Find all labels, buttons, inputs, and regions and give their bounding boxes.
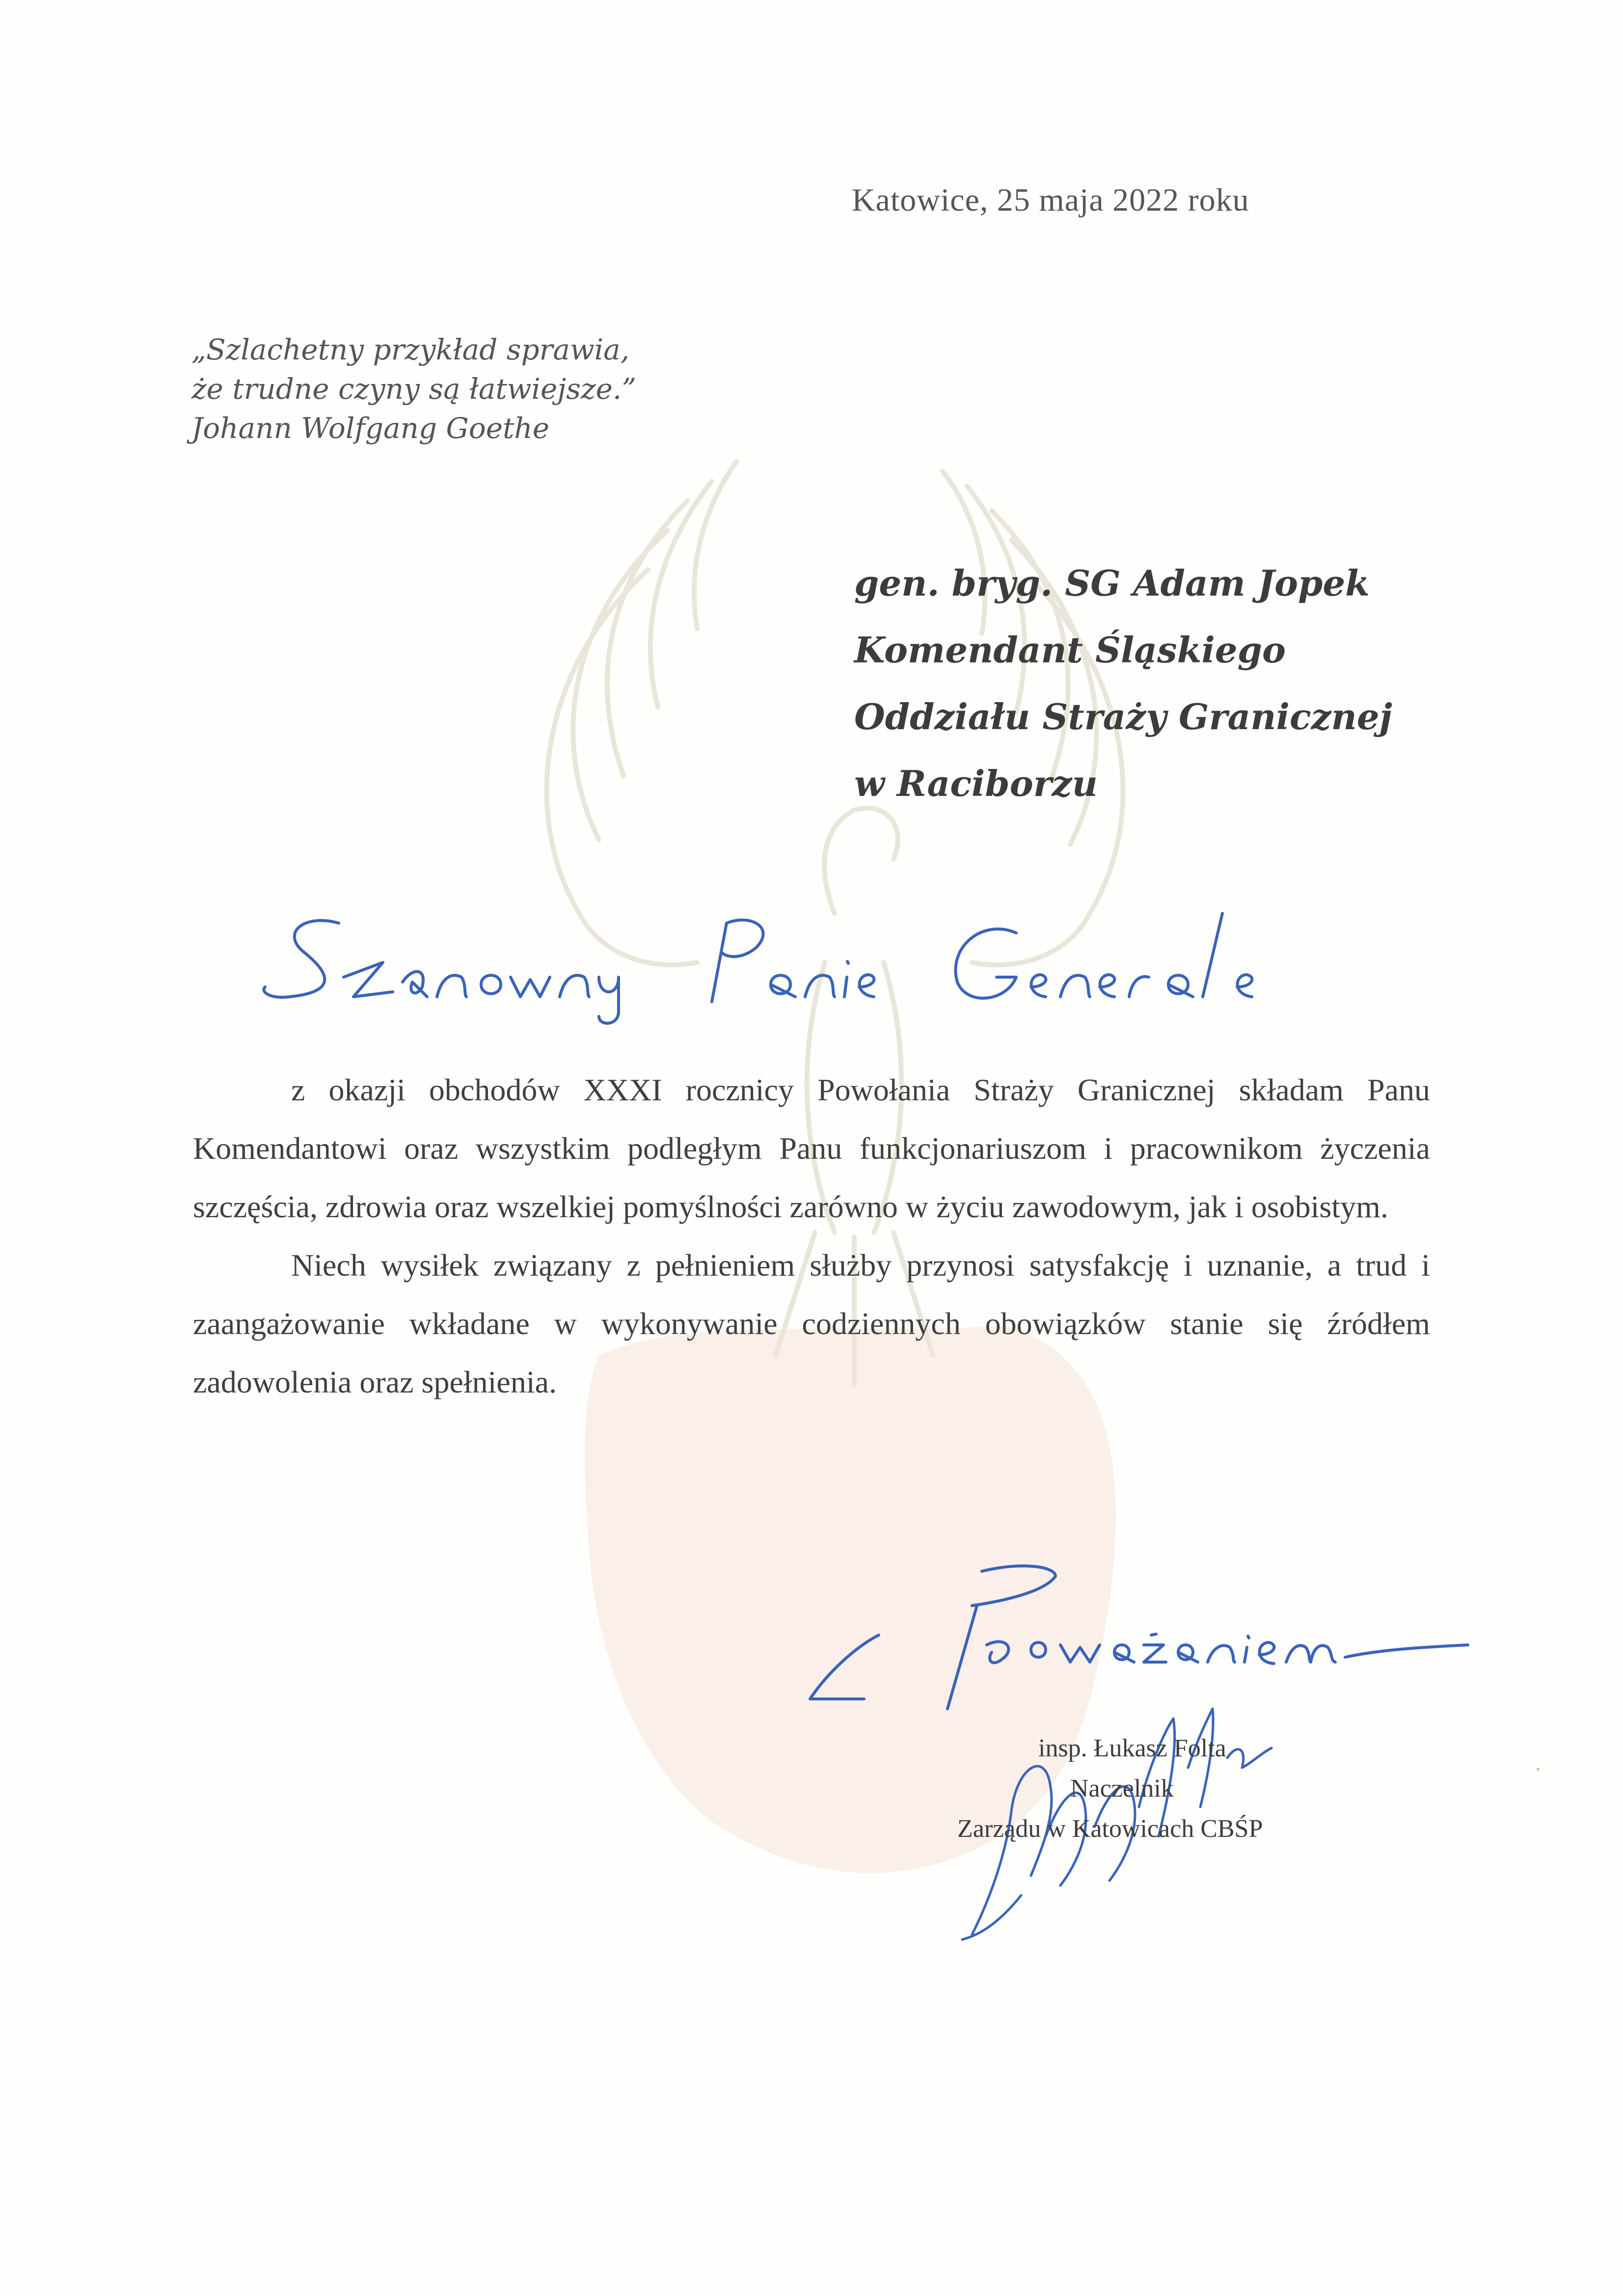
recipient-line-1: gen. bryg. SG Adam Jopek — [854, 562, 1370, 604]
letter-date: Katowice, 25 maja 2022 roku — [852, 182, 1249, 218]
quote-line-2: że trudne czyny są łatwiejsze.” — [191, 372, 637, 406]
signer-block — [957, 1728, 1375, 1849]
signer-title: Naczelnik — [1070, 1775, 1174, 1803]
scan-speck — [1537, 1768, 1540, 1771]
quote-line-1: „Szlachetny przykład sprawia, — [191, 333, 630, 366]
signer-name: insp. Łukasz Folta — [1038, 1734, 1226, 1762]
recipient-line-4: w Raciborzu — [854, 763, 1098, 804]
recipient-line-2: Komendant Śląskiego — [854, 629, 1286, 671]
recipient-line-3: Oddziału Straży Granicznej — [854, 696, 1392, 738]
signer-unit: Zarządu w Katowicach CBŚP — [957, 1815, 1263, 1843]
quote-author: Johann Wolfgang Goethe — [191, 411, 550, 445]
handwritten-salutation — [260, 903, 1340, 1031]
letter-body — [193, 1061, 1430, 1411]
recipient-block — [854, 550, 1392, 817]
body-paragraph-2: Niech wysiłek związany z pełnieniem służby przynosi satysfakcję i uznanie, a trud i zaangażowanie wkładane w wykonywanie codziennych obowiązków stanie się źródłem zadowolenia oraz spełnienia. — [193, 1248, 1430, 1399]
body-paragraph-1: z okazji obchodów XXXI rocznicy Powołania Straży Granicznej składam Panu Komendantowi oraz wszystkim podległym Panu funkcjonariuszom i pracownikom życzenia szczęścia, zdrowia oraz wszelkiej pomyślności zarówno w życiu zawodowym, jak i osobistym. — [193, 1072, 1430, 1224]
epigraph-quote — [191, 330, 636, 448]
